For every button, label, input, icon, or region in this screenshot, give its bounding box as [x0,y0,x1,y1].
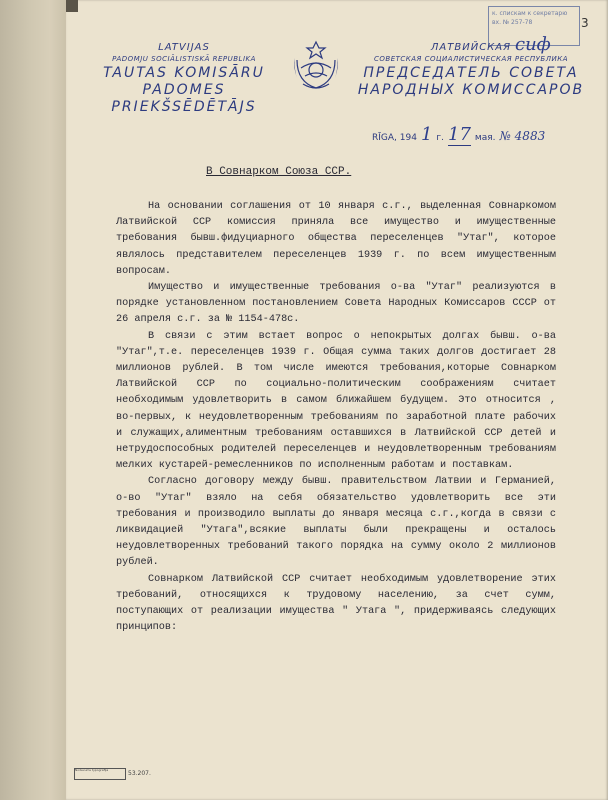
document-number: № 4883 [499,129,546,143]
paragraph-3: В связи с этим встает вопрос о непокрытых долгах бывш. о-ва "Утаг",т.е. переселенцев 1939 г. Общая сумма таких долгов достигает 28 миллионов рублей. В том числе имеются требования,которые Совнарком Латвийской ССР по социально-политическим соображениям считает необходимым удовлетворить в самом ближайшем будущем. Это относится , во-первых, к неудовлетворенным требованиям по заработной плате рабочих и служащих,алиментным требованиям оставшихся в Латвийской ССР детей и нетрудоспособных родителей переселенцев и неудовлетворенным требованиям мелких кустарей-ремесленников по исполненным работам и поставкам. [116,330,556,472]
date-year-digit: 1 [420,124,433,145]
stamp-line-1: к. спискам к секретарю [492,10,568,17]
paragraph-5: Совнарком Латвийской ССР считает необходимым удовлетворение этих требований, относящихся к трудовому населению, за счет сумм, поступающих от реализации имущества " Утага ", придерживаясь следующих принципов: [116,573,556,634]
page-number: 3 [581,16,589,30]
letterhead-lv-line-1: LATVIJAS [158,42,210,53]
letterhead-russian [336,42,606,99]
letterhead-ru-line-1: ЛАТВИЙСКАЯ [430,42,512,53]
date-city: RĪGA, 194 [372,133,417,143]
stamp-line-2: вх. № 257-78 [492,19,533,26]
letterhead-latvian [74,42,294,116]
state-emblem-icon [291,38,341,92]
letterhead-lv-line-2: PADOMJU SOCIĀLISTISKĀ REPUBLIKA [112,55,256,63]
date-month: мая. [474,133,496,143]
date-g: г. [436,133,444,143]
paragraph-1: На основании соглашения от 10 января с.г., выделенная Совнаркомом Латвийской ССР комиссия приняла все имущество и имущественные требования бывш.фидуциарного общества переселенцев "Утаг", которое являлось представителем переселенцев 1939 г. по всем имущественным вопросам. [116,201,556,277]
page-corner [66,0,78,12]
handwritten-signature: сиф [515,34,551,55]
letterhead-lv-line-3: TAUTAS KOMISĀRU [103,65,265,81]
paragraph-2: Имущество и имущественные требования о-ва "Утаг" реализуются в порядке установленном постановлением Совета Народных Комиссаров СССР от 26 апреля с.г. за № 1154-478с. [116,282,556,326]
letterhead-lv-line-4: PADOMES PRIEKŠSĒDĒTĀJS [111,82,257,115]
letterhead-ru-line-3: ПРЕДСЕДАТЕЛЬ СОВЕТА [363,65,579,81]
folder-binding [0,0,66,800]
form-number: 53.207. [128,770,151,777]
letterhead-ru-line-4: НАРОДНЫХ КОМИССАРОВ [357,82,585,98]
paragraph-4: Согласно договору между бывш. правительством Латвии и Германией, о-во "Утаг" взяло на себя обязательство удовлетворить все эти требования и производило выплаты до января месяца с.г.,когда в связи с ликвидацией "Утага",всякие выплаты были прекращены и осталось неудовлетворенных требований такого порядка на сумму около 2 миллионов рублей. [116,476,556,569]
addressee: В Совнарком Союза ССР. [206,166,352,178]
letterhead-ru-line-2: СОВЕТСКАЯ СОЦИАЛИСТИЧЕСКАЯ РЕСПУБЛИКА [374,55,568,63]
date-line [372,124,545,146]
letter-body [116,199,556,636]
printer-mark: Nodevums typografija [74,768,126,780]
date-day: 17 [448,124,471,145]
